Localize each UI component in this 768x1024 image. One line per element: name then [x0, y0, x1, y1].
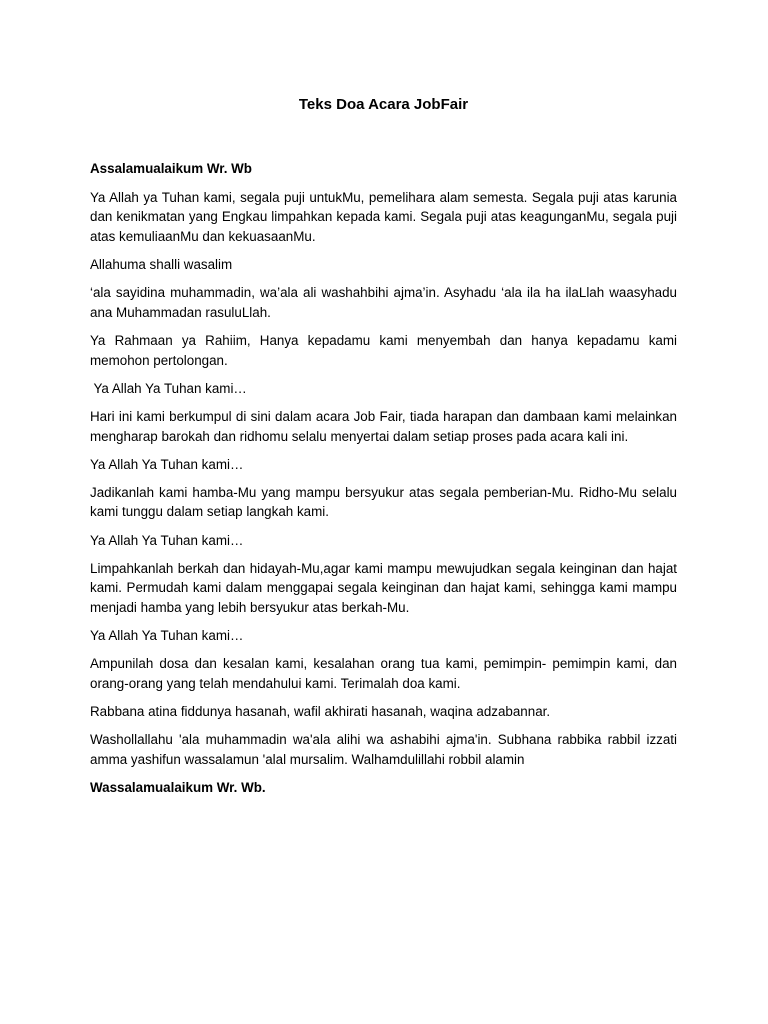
paragraph-invocation-2: Ya Allah Ya Tuhan kami… [90, 456, 244, 472]
paragraph-blessing: Limpahkanlah berkah dan hidayah-Mu,agar kami mampu mewujudkan segala keinginan dan hajat kami. Permudah kami dalam menggapai segala keinginan dan hajat kami, sehingga kami mampu menjadi hamba yang lebih bersyukur atas berkah-Mu. [90, 560, 677, 616]
paragraph-shalawat: Allahuma shalli wasalim [90, 256, 233, 272]
paragraph-forgiveness: Ampunilah dosa dan kesalan kami, kesalahan orang tua kami, pemimpin- pemimpin kami, dan orang-orang yang telah mendahului kami. Terimalah doa kami. [90, 656, 677, 691]
paragraph-invocation-4: Ya Allah Ya Tuhan kami… [90, 628, 244, 644]
paragraph-rahmaan: Ya Rahmaan ya Rahiim, Hanya kepadamu kami menyembah dan hanya kepadamu kami memohon pertolongan. [90, 332, 677, 368]
document-title: Teks Doa Acara JobFair [298, 96, 469, 113]
paragraph-rabbana: Rabbana atina fiddunya hasanah, wafil akhirati hasanah, waqina adzabannar. [90, 704, 551, 720]
paragraph-invocation-3: Ya Allah Ya Tuhan kami… [90, 532, 244, 548]
paragraph-praise: Ya Allah ya Tuhan kami, segala puji untukMu, pemelihara alam semesta. Segala puji atas karunia dan kenikmatan yang Engkau limpahkan kepada kami. Segala puji atas keagunganMu, segala puji atas kemuliaanMu dan kekuasaanMu. [90, 189, 677, 244]
closing-greeting: Wassalamualaikum Wr. Wb. [90, 780, 266, 796]
paragraph-syahadat: ‘ala sayidina muhammadin, wa’ala ali washahbihi ajma’in. Asyhadu ‘ala ila ha ilaLlah waasyhadu ana Muhammadan rasuluLlah. [90, 285, 677, 320]
paragraph-invocation-1: Ya Allah Ya Tuhan kami… [90, 380, 247, 396]
document-page [90, 95, 677, 806]
paragraph-gratitude: Jadikanlah kami hamba-Mu yang mampu bersyukur atas segala pemberian-Mu. Ridho-Mu selalu kami tunggu dalam setiap langkah kami. [90, 484, 677, 520]
paragraph-jobfair: Hari ini kami berkumpul di sini dalam acara Job Fair, tiada harapan dan dambaan kami melainkan mengharap barokah dan ridhomu selalu menyertai dalam setiap proses pada acara kali ini. [90, 408, 677, 444]
paragraph-closing-prayer: Washollallahu 'ala muhammadin wa'ala alihi wa ashabihi ajma'in. Subhana rabbika rabbil izzati amma yashifun wassalamun 'alal mursalim. Walhamdulillahi robbil alamin [90, 732, 677, 767]
opening-greeting: Assalamualaikum Wr. Wb [90, 161, 252, 176]
